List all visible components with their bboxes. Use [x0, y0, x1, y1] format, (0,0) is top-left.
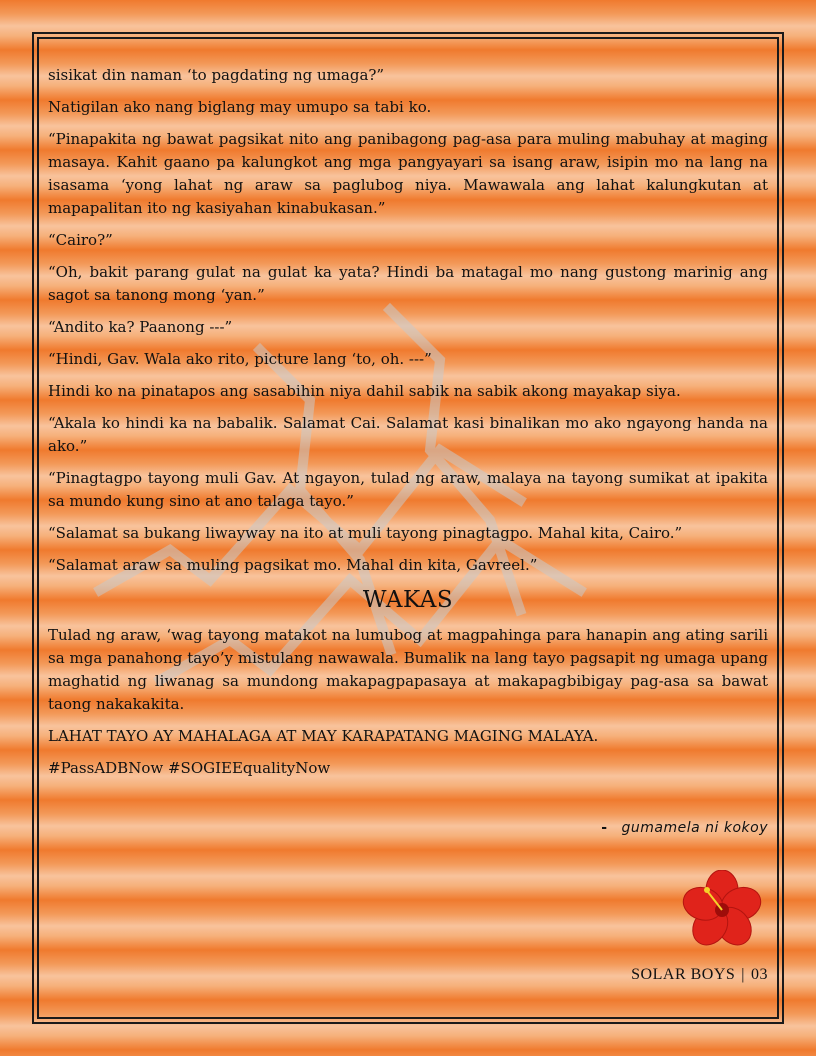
story-paragraph: “Akala ko hindi ka na babalik. Salamat Cai. Salamat kasi binalikan mo ako ngayong handa na ako.”: [48, 414, 768, 455]
author-signature: [601, 820, 768, 836]
story-paragraph: sisikat din naman ‘to pagdating ng umaga?”: [48, 66, 385, 84]
magazine-title: SOLAR BOYS: [631, 966, 736, 983]
story-paragraph: Hindi ko na pinatapos ang sasabihin niya dahil sabik na sabik akong mayakap siya.: [48, 382, 681, 400]
story-paragraph: “Andito ka? Paanong ---”: [48, 318, 233, 336]
page-number: 03: [751, 966, 768, 983]
story-paragraph: “Pinapakita ng bawat pagsikat nito ang panibagong pag-asa para muling mabuhay at maging masaya. Kahit gaano pa kalungkot ang mga pangyayari sa isang araw, isipin mo na lang na isasama ‘yong lahat ng araw sa paglubog niya. Mawawala ang lahat kalungkutan at mapapalitan ito ng kasiyahan kinabukasan.”: [48, 130, 768, 217]
closing-slogan: LAHAT TAYO AY MAHALAGA AT MAY KARAPATANG MAGING MALAYA.: [48, 727, 599, 745]
closing-paragraph: Tulad ng araw, ‘wag tayong matakot na lumubog at magpahinga para hanapin ang ating sarili sa mga panahong tayo’y mistulang nawawala. Bumalik na lang tayo pagsapit ng umaga upang maghatid ng liwanag sa mundong makapagpapasaya at makapagbibigay pag-asa sa bawat taong nakakakita.: [48, 626, 768, 713]
footer-separator: |: [741, 966, 745, 983]
hibiscus-flower-icon: [680, 870, 764, 950]
story-paragraph: “Hindi, Gav. Wala ako rito, picture lang ‘to, oh. ---”: [48, 350, 432, 368]
ending-heading: WAKAS: [362, 587, 454, 613]
story-paragraph: “Salamat araw sa muling pagsikat mo. Mahal din kita, Gavreel.”: [48, 556, 538, 574]
story-paragraph: Natigilan ako nang biglang may umupo sa tabi ko.: [48, 98, 432, 116]
story-content: [48, 64, 768, 789]
signature-dash: -: [601, 820, 608, 836]
page-footer: [631, 966, 768, 984]
story-paragraph: “Salamat sa bukang liwayway na ito at muli tayong pinagtagpo. Mahal kita, Cairo.”: [48, 524, 683, 542]
story-paragraph: “Cairo?”: [48, 231, 113, 249]
story-paragraph: “Pinagtagpo tayong muli Gav. At ngayon, tulad ng araw, malaya na tayong sumikat at ipakita sa mundo kung sino at ano talaga tayo.”: [48, 469, 768, 510]
signature-text: gumamela ni kokoy: [621, 820, 768, 836]
closing-hashtags: #PassADBNow #SOGIEEqualityNow: [48, 759, 331, 777]
story-paragraph: “Oh, bakit parang gulat na gulat ka yata? Hindi ba matagal mo nang gustong marinig ang sagot sa tanong mong ‘yan.”: [48, 263, 768, 304]
